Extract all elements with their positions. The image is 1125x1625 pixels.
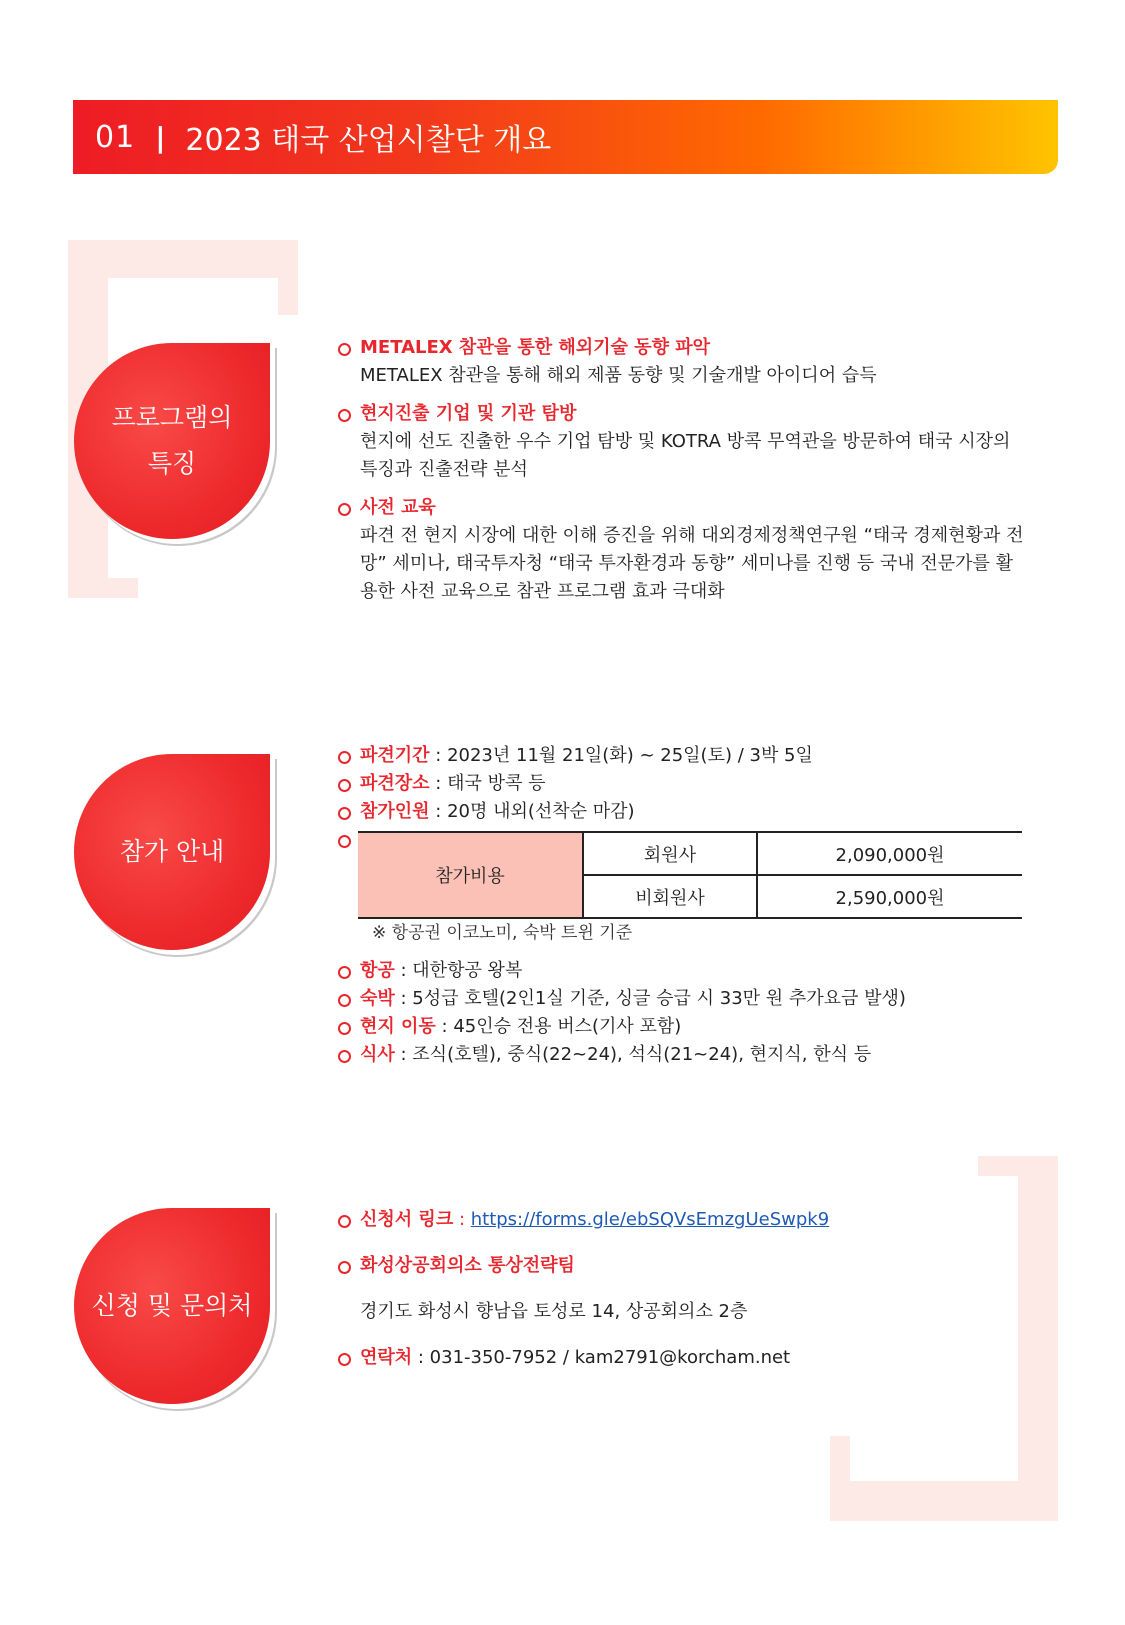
feature-body: 파견 전 현지 시장에 대한 이해 증진을 위해 대외경제정책연구원 “태국 경제현황과 전망” 세미나, 태국투자청 “태국 투자환경과 동향” 세미나를 진행 등 국내 전문가를 활용한 사전 교육으로 참관 프로그램 효과 극대화 [360, 525, 1024, 602]
decorative-bracket-top-left-foot [68, 578, 138, 598]
bullet-ring-icon [338, 751, 351, 764]
link-label: 신청서 링크 [360, 1209, 454, 1230]
fee-category: 참가비용 [358, 832, 583, 918]
bullet-ring-icon [338, 807, 351, 820]
fee-type: 회원사 [583, 832, 757, 875]
move-value: : 45인승 전용 버스(기사 포함) [435, 1016, 682, 1037]
contact-label: 연락처 [360, 1347, 413, 1368]
feature-body: METALEX 참관을 통해 해외 제품 동향 및 기술개발 아이디어 습득 [360, 365, 877, 386]
air-label: 항공 [360, 960, 395, 981]
meal-value: : 조식(호텔), 중식(22~24), 석식(21~24), 현지식, 한식 등 [394, 1044, 872, 1065]
apply-badge [74, 1208, 270, 1404]
bullet-ring-icon [338, 1022, 351, 1035]
bullet-ring-icon [338, 1353, 351, 1366]
bullet-ring-icon [338, 966, 351, 979]
section-number: 01 [95, 119, 136, 155]
people-row [338, 798, 1028, 826]
move-row [338, 1013, 1028, 1041]
move-label: 현지 이동 [360, 1016, 436, 1037]
feature-item [338, 334, 1028, 390]
decorative-bracket-bottom-right-foot [830, 1436, 850, 1521]
hotel-row [338, 985, 1028, 1013]
features-badge-line2: 특징 [147, 449, 197, 478]
fee-price: 2,090,000원 [757, 832, 1022, 875]
apply-badge-label: 신청 및 문의처 [91, 1291, 253, 1320]
guide-details [338, 957, 1028, 1069]
place-value: : 태국 방콕 등 [429, 773, 546, 794]
feature-title: 사전 교육 [360, 497, 436, 518]
hotel-value: : 5성급 호텔(2인1실 기준, 싱글 승급 시 33만 원 추가요금 발생) [394, 988, 906, 1009]
people-value: : 20명 내외(선착순 마감) [429, 801, 635, 822]
feature-item [338, 494, 1028, 606]
fee-type: 비회원사 [583, 875, 757, 918]
address: 경기도 화성시 향남읍 토성로 14, 상공회의소 2층 [360, 1301, 748, 1322]
guide-badge-label: 참가 안내 [119, 837, 225, 866]
meal-label: 식사 [360, 1044, 395, 1065]
bullet-ring-icon [338, 779, 351, 792]
feature-item [338, 400, 1028, 484]
link-separator: : [453, 1209, 471, 1230]
team-name: 화성상공회의소 통상전략팀 [360, 1255, 575, 1276]
bullet-ring-icon [338, 409, 351, 422]
decorative-bracket-bottom-right-tip [978, 1156, 1058, 1176]
place-label: 파견장소 [360, 773, 430, 794]
people-label: 참가인원 [360, 801, 430, 822]
contact-row [338, 1344, 1028, 1372]
features-badge [74, 343, 270, 539]
fee-table [358, 831, 1022, 919]
features-section [338, 334, 1028, 616]
bullet-ring-icon [338, 343, 351, 356]
features-badge-line1: 프로그램의 [111, 403, 233, 432]
decorative-bracket-top-left-tip [278, 240, 298, 315]
feature-body: 현지에 선도 진출한 우수 기업 탐방 및 KOTRA 방콕 무역관을 방문하여 태국 시장의 특징과 진출전략 분석 [360, 431, 1011, 480]
bullet-ring-icon [338, 994, 351, 1007]
bullet-ring-icon [338, 835, 351, 848]
team-row [338, 1252, 1028, 1280]
feature-title: METALEX 참관을 통한 해외기술 동향 파악 [360, 337, 711, 358]
period-value: : 2023년 11월 21일(화) ~ 25일(토) / 3박 5일 [429, 745, 813, 766]
application-form-link[interactable]: https://forms.gle/ebSQVsEmzgUeSwpk9 [470, 1209, 830, 1230]
feature-title: 현지진출 기업 및 기관 탐방 [360, 403, 577, 424]
bullet-ring-icon [338, 503, 351, 516]
fee-note: ※ 항공권 이코노미, 숙박 트윈 기준 [372, 923, 633, 943]
bullet-ring-icon [338, 1261, 351, 1274]
meal-row [338, 1041, 1028, 1069]
contact-value: : 031-350-7952 / kam2791@korcham.net [412, 1347, 791, 1368]
guide-section [338, 742, 1028, 826]
section-header [73, 100, 1058, 174]
fee-price: 2,590,000원 [757, 875, 1022, 918]
guide-badge [74, 754, 270, 950]
header-separator: | [155, 120, 166, 154]
bullet-ring-icon [338, 1050, 351, 1063]
air-value: : 대한항공 왕복 [394, 960, 523, 981]
air-row [338, 957, 1028, 985]
bullet-ring-icon [338, 1215, 351, 1228]
period-row [338, 742, 1028, 770]
period-label: 파견기간 [360, 745, 430, 766]
place-row [338, 770, 1028, 798]
page-title: 2023 태국 산업시찰단 개요 [185, 123, 552, 158]
hotel-label: 숙박 [360, 988, 395, 1009]
apply-section [338, 1206, 1028, 1372]
link-row [338, 1206, 1028, 1234]
